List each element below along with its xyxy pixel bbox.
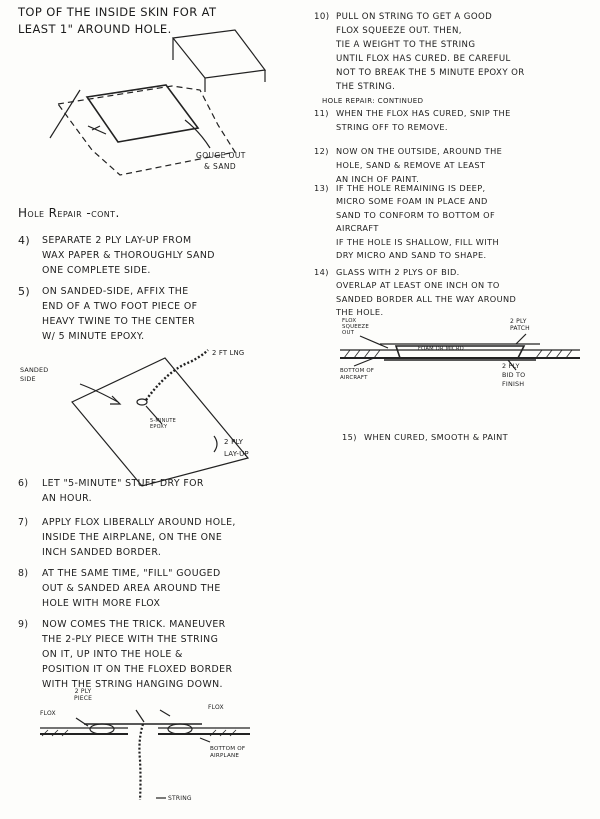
section-title-left: Hole Repair -cont.: [18, 206, 120, 220]
right-column: [300, 0, 600, 819]
step-line: SANDED BORDER ALL THE WAY AROUND: [336, 293, 517, 304]
figure-patch-cross-section: [340, 330, 580, 410]
layup-label: [224, 436, 249, 460]
step-line: NOW COMES THE TRICK. MANEUVER: [42, 619, 226, 630]
step-line: DRY MICRO AND SAND TO SHAPE.: [336, 250, 487, 261]
section-title-right: HOLE REPAIR: CONTINUED: [322, 97, 424, 105]
ply-piece-label: [74, 688, 92, 702]
step-text: [42, 284, 197, 344]
sanded-side-label: [20, 366, 48, 384]
step-line: WAX PAPER & THOROUGHLY SAND: [42, 250, 215, 261]
ply-piece-line-2: PIECE: [74, 695, 93, 702]
step-line: AT THE SAME TIME, "FILL" GOUGED: [42, 568, 221, 579]
step-line: THE STRING.: [336, 82, 396, 92]
step-line: END OF A TWO FOOT PIECE OF: [42, 301, 198, 312]
step-line: IF THE HOLE IS SHALLOW, FILL WITH: [336, 236, 500, 247]
sanded-side-line-1: SANDED: [20, 366, 49, 374]
step-line: AIRCRAFT: [336, 223, 379, 234]
patch-label: [510, 318, 530, 332]
epoxy-line-1: 5-MINUTE: [150, 418, 176, 424]
ply-piece-line-1: 2 PLY: [74, 688, 92, 695]
step-line: FLOX SQUEEZE OUT. THEN,: [336, 26, 462, 36]
step-line: W/ 5 MINUTE EPOXY.: [42, 331, 145, 342]
step-line: THE 2-PLY PIECE WITH THE STRING: [42, 634, 219, 645]
flox-squeeze-label: [342, 318, 369, 336]
step-line: SAND TO CONFORM TO BOTTOM OF: [336, 209, 496, 220]
flox-squeeze-line-2: SQUEEZE: [342, 324, 369, 330]
layup-line-1: 2 PLY: [224, 438, 244, 446]
step-line: IF THE HOLE REMAINING IS DEEP,: [336, 183, 486, 193]
step-text: [336, 144, 502, 186]
step-text: [336, 10, 525, 94]
step-number: 5): [18, 285, 31, 298]
bottom-airplane-label: [210, 746, 245, 760]
step-line: ONE COMPLETE SIDE.: [42, 265, 151, 276]
step-line: ON SANDED-SIDE, AFFIX THE: [42, 286, 189, 297]
step-line: WHEN CURED, SMOOTH & PAINT: [364, 432, 509, 442]
step-line: INSIDE THE AIRPLANE, ON THE ONE: [42, 532, 223, 543]
layup-line-2: LAY-UP: [224, 450, 249, 458]
step-number: 11): [314, 108, 329, 118]
step-number: 8): [18, 568, 29, 579]
epoxy-label: [150, 418, 176, 430]
step-text: [336, 266, 516, 320]
step-line: OUT & SANDED AREA AROUND THE: [42, 583, 221, 594]
string-label: STRING: [168, 795, 192, 802]
step-line: NOW ON THE OUTSIDE, AROUND THE: [336, 146, 503, 156]
twine-length-label: 2 FT LNG: [212, 349, 245, 357]
figure-ply-twine: [30, 340, 290, 490]
step-line: NOT TO BREAK THE 5 MINUTE EPOXY OR: [336, 68, 525, 78]
step-line: STRING OFF TO REMOVE.: [336, 122, 448, 132]
bottom-aircraft-line-1: BOTTOM OF: [340, 368, 375, 374]
step-line: PULL ON STRING TO GET A GOOD: [336, 12, 493, 22]
step-line: TIE A WEIGHT TO THE STRING: [336, 40, 476, 50]
step-line: THE HOLE.: [336, 307, 384, 318]
step-line: INCH SANDED BORDER.: [42, 547, 162, 558]
step-line: GLASS WITH 2 PLYS OF BID.: [336, 267, 460, 277]
step-number: 10): [314, 12, 330, 22]
step-number: 12): [314, 146, 329, 156]
figure-hole-border: [30, 30, 300, 190]
step-text: [42, 617, 232, 692]
gouge-label: [196, 150, 246, 172]
intro-line-1: TOP OF THE INSIDE SKIN FOR AT: [18, 5, 217, 19]
bid-finish-line-2: BID TO: [502, 371, 526, 379]
step-text: [336, 182, 499, 262]
step-line: POSITION IT ON THE FLOXED BORDER: [42, 664, 233, 675]
step-number: 6): [18, 478, 29, 489]
step-number: 4): [18, 234, 31, 247]
patch-line-1: 2 PLY: [510, 318, 527, 325]
bid-finish-line-1: 2 PLY: [502, 362, 520, 370]
step-line: LET "5-MINUTE" STUFF DRY FOR: [42, 478, 204, 489]
step-text: [42, 566, 221, 611]
step-line: AN HOUR.: [42, 493, 93, 504]
step-text: [336, 106, 511, 134]
epoxy-line-2: EPOXY: [150, 424, 168, 430]
bid-finish-label: [502, 362, 525, 389]
step-number: 14): [314, 267, 329, 277]
step-text: [42, 476, 204, 506]
flox-squeeze-line-3: OUT: [342, 330, 355, 336]
step-number: 9): [18, 619, 29, 630]
step-line: HEAVY TWINE TO THE CENTER: [42, 316, 195, 327]
step-text: [42, 233, 215, 278]
intro-line-2: LEAST 1" AROUND HOLE.: [18, 22, 172, 36]
flox-left-label: FLOX: [40, 710, 56, 717]
step-text: [42, 515, 236, 560]
step-line: UNTIL FLOX HAS CURED. BE CAREFUL: [336, 54, 511, 64]
step-line: HOLE, SAND & REMOVE AT LEAST: [336, 160, 486, 170]
step-line: WHEN THE FLOX HAS CURED, SNIP THE: [336, 108, 511, 118]
bottom-airplane-line-2: AIRPLANE: [210, 753, 240, 759]
step-line: APPLY FLOX LIBERALLY AROUND HOLE,: [42, 517, 236, 528]
step-line: MICRO SOME FOAM IN PLACE AND: [336, 196, 488, 207]
sanded-side-line-2: SIDE: [20, 375, 36, 383]
step-line: ON IT, UP INTO THE HOLE &: [42, 649, 183, 660]
step-number: 7): [18, 517, 29, 528]
patch-line-2: PATCH: [510, 325, 530, 332]
step-number: 13): [314, 183, 329, 193]
bottom-aircraft-label: [340, 368, 374, 382]
bottom-aircraft-line-2: AIRCRAFT: [340, 375, 368, 381]
step-line: AN INCH OF PAINT.: [336, 174, 420, 184]
flox-squeeze-line-1: FLOX: [342, 318, 357, 324]
step-line: OVERLAP AT LEAST ONE INCH ON TO: [336, 280, 500, 291]
bottom-airplane-line-1: BOTTOM OF: [210, 746, 246, 752]
flox-right-label: FLOX: [208, 704, 224, 711]
step-number: 15): [342, 432, 357, 442]
gouge-label-line-1: GOUGE OUT: [196, 151, 246, 160]
step-line: HOLE WITH MORE FLOX: [42, 598, 161, 609]
gouge-label-line-2: & SAND: [204, 162, 237, 171]
step-line: WITH THE STRING HANGING DOWN.: [42, 679, 223, 690]
foam-micro-label: FOAM OR MICRO: [418, 346, 464, 352]
bid-finish-line-3: FINISH: [502, 380, 525, 388]
step-line: SEPARATE 2 PLY LAY-UP FROM: [42, 235, 192, 246]
